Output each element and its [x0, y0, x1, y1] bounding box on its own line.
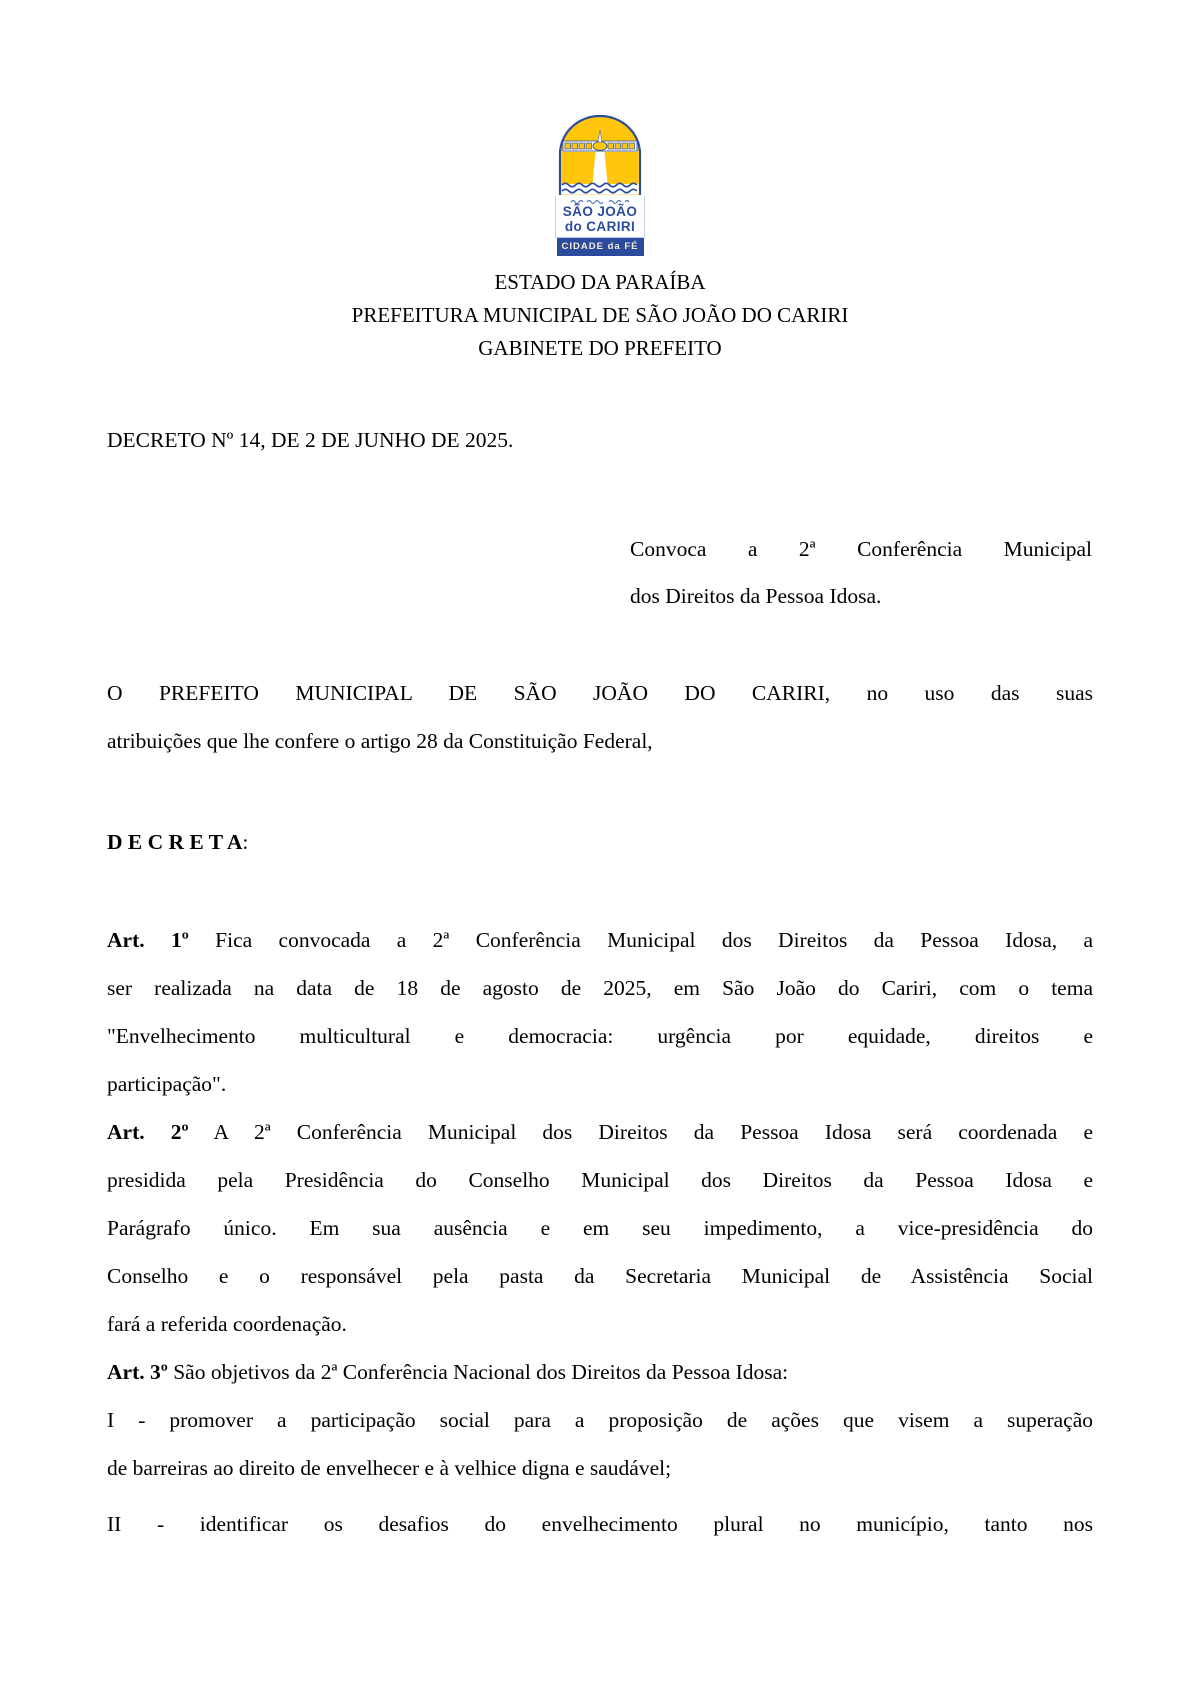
article-line: "Envelhecimento multicultural e democracia: urgência por equidade, direitos e: [107, 1024, 1093, 1048]
letterhead-state: ESTADO DA PARAÍBA: [494, 270, 706, 294]
article-line: [107, 1108, 1093, 1156]
decreta-heading: [107, 818, 1093, 866]
item-line: de barreiras ao direito de envelhecer e à velhice digna e saudável;: [107, 1456, 672, 1480]
item-line: I - promover a participação social para a proposição de ações que visem a superação: [107, 1408, 1093, 1432]
decree-title: DECRETO Nº 14, DE 2 DE JUNHO DE 2025.: [107, 428, 514, 452]
decreta-word: D E C R E T A: [107, 830, 243, 854]
decree-body: [107, 669, 1093, 1548]
logo-city-name-line2: do CARIRI: [564, 218, 636, 234]
letterhead: [0, 266, 1200, 365]
article-line: ser realizada na data de 18 de agosto de 2025, em São João do Cariri, com o tema: [107, 976, 1093, 1000]
municipal-coat-of-arms: [555, 112, 645, 256]
article-1-label: Art. 1º: [107, 928, 189, 952]
decreta-colon: :: [242, 830, 249, 854]
article-line-text: A 2ª Conferência Municipal dos Direitos da Pessoa Idosa será coordenada e: [188, 1120, 1093, 1144]
article-line: presidida pela Presidência do Conselho Municipal dos Direitos da Pessoa Idosa e: [107, 1168, 1093, 1192]
article-3-paragraph: [107, 1348, 1093, 1396]
logo-motto-banner: CIDADE da FÉ: [557, 238, 644, 256]
preamble-line: O PREFEITO MUNICIPAL DE SÃO JOÃO DO CARIRI, no uso das suas: [107, 681, 1093, 705]
coat-of-arms-emblem-icon: [555, 112, 645, 196]
decree-summary-line: Convoca a 2ª Conferência Municipal: [630, 537, 1092, 561]
letterhead-municipality: PREFEITURA MUNICIPAL DE SÃO JOÃO DO CARIRI: [351, 303, 849, 327]
logo-script-motto: [569, 197, 631, 204]
article-line: fará a referida coordenação.: [107, 1312, 347, 1336]
article-2-paragraph: [107, 1108, 1093, 1348]
article-line: [107, 1348, 1093, 1396]
article-line-text: Fica convocada a 2ª Conferência Municipal dos Direitos da Pessoa Idosa, a: [188, 928, 1094, 952]
article-line-text: São objetivos da 2ª Conferência Nacional dos Direitos da Pessoa Idosa:: [167, 1360, 789, 1384]
article-line: participação".: [107, 1072, 227, 1096]
coat-of-arms-base: [555, 196, 645, 238]
decree-summary-line: dos Direitos da Pessoa Idosa.: [630, 584, 882, 608]
item-line: II - identificar os desafios do envelhecimento plural no município, tanto nos: [107, 1512, 1093, 1536]
logo-city-name-line1: SÃO JOÃO: [562, 204, 638, 219]
article-line: Conselho e o responsável pela pasta da Secretaria Municipal de Assistência Social: [107, 1264, 1093, 1288]
objective-item-1: [107, 1396, 1093, 1492]
letterhead-office: GABINETE DO PREFEITO: [478, 336, 722, 360]
preamble-line: atribuições que lhe confere o artigo 28 da Constituição Federal,: [107, 729, 653, 753]
preamble-paragraph: [107, 669, 1093, 765]
article-line: [107, 916, 1093, 964]
article-2-label: Art. 2º: [107, 1120, 189, 1144]
decree-summary: [630, 526, 1092, 620]
article-1-paragraph: [107, 916, 1093, 1108]
article-3-label: Art. 3º: [107, 1360, 168, 1384]
objective-item-2: [107, 1500, 1093, 1548]
article-line: Parágrafo único. Em sua ausência e em seu impedimento, a vice-presidência do: [107, 1216, 1093, 1240]
